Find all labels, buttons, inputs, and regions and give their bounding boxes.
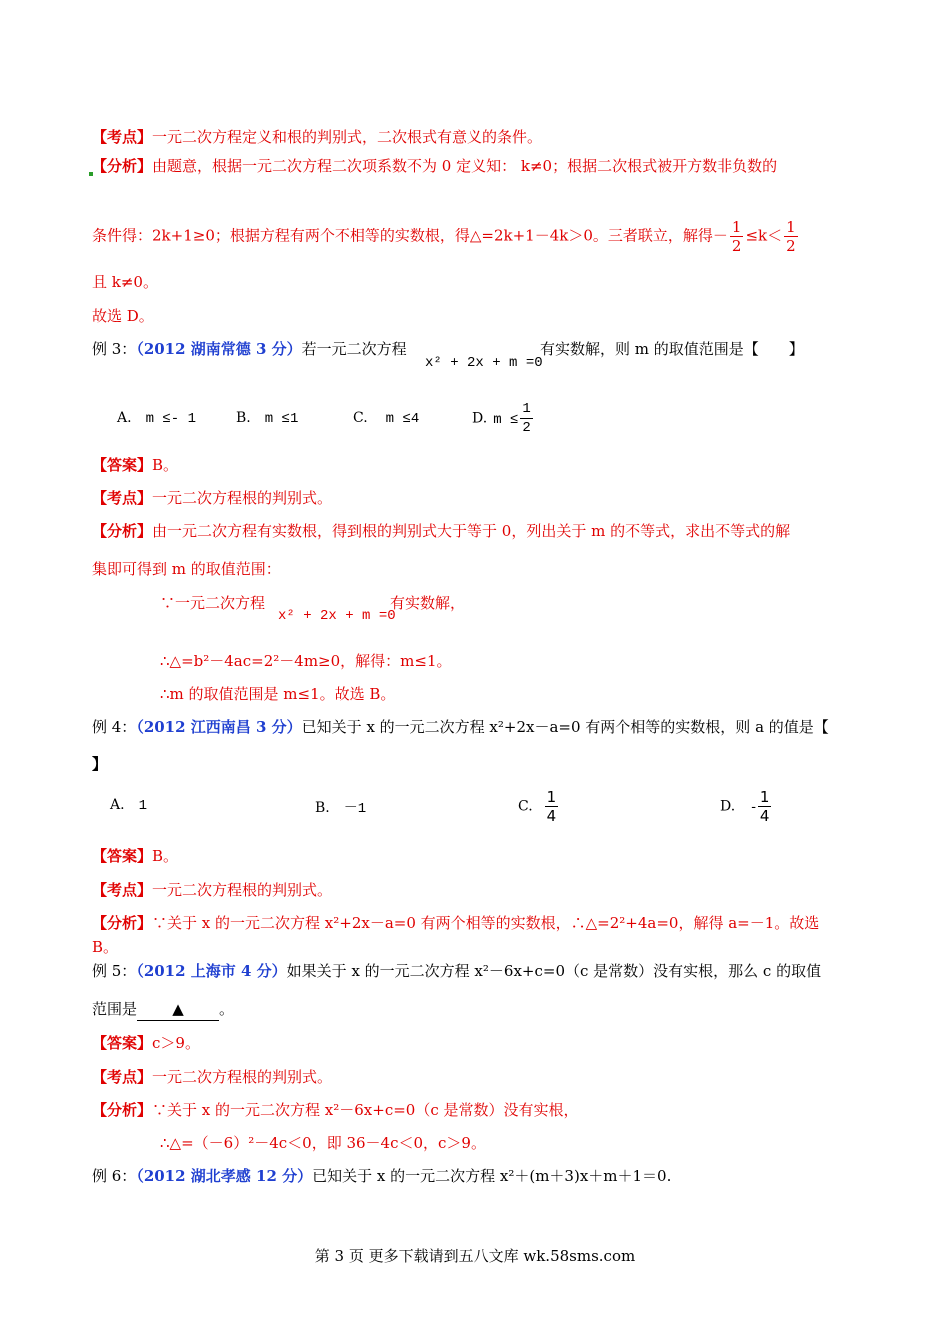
- ex5-line2: 范围是 ▲ 。: [92, 998, 860, 1021]
- ex3-pre: 若一元二次方程: [301, 340, 407, 358]
- ex4-option-d: D. - $\frac{1}{4}$: [720, 788, 770, 825]
- ex5-kaodian: 一元二次方程根的判别式。: [152, 1068, 333, 1086]
- block1-kaodian-line: [92, 126, 860, 148]
- ex5-answer: c＞9。: [152, 1034, 200, 1052]
- ex5-fenxi2: ∴△=（－6）²－4c＜0，即 36－4c＜0，c＞9。: [160, 1134, 486, 1152]
- ex4-d-fraction: $\frac{1}{4}$: [759, 788, 770, 825]
- ex4-question: [92, 716, 860, 738]
- ex5-text: 如果关于 x 的一元二次方程 x²－6x+c=0（c 是常数）没有实根，那么 c 的取值: [286, 962, 822, 980]
- inequality-k: ≤k＜: [745, 226, 783, 245]
- kaodian-tag: 【考点】: [92, 128, 153, 146]
- ex3-fenxi-line: 【分析】由一元二次方程有实数根，得到根的判别式大于等于 0，列出关于 m 的不等式，求出不等式的解: [92, 522, 791, 540]
- ex3-equation: x² + 2x + m =0: [425, 355, 543, 371]
- ex4-fenxi-line: 【分析】∵关于 x 的一元二次方程 x²+2x－a=0 有两个相等的实数根，∴△=2²+4a=0，解得 a=－1。故选: [92, 914, 820, 932]
- ex4-kaodian: 一元二次方程根的判别式。: [152, 881, 333, 899]
- ex5-blank: ▲: [137, 998, 219, 1021]
- ex4-bracket-close: 】: [92, 755, 108, 773]
- ex3-answer: B。: [152, 456, 179, 474]
- ex5-label: 例 5：: [92, 962, 137, 980]
- fraction-half-2: $\frac{1}{2}$: [786, 218, 796, 255]
- ex4-fenxi1: ∵关于 x 的一元二次方程 x²+2x－a=0 有两个相等的实数根，∴△=2²+4a=0，解得 a=－1。故选: [152, 914, 820, 932]
- ex4-fenxi2: B。: [92, 938, 119, 956]
- ex3-fenxi2: 集即可得到 m 的取值范围：: [92, 560, 281, 578]
- ex3-label: 例 3：: [92, 340, 137, 358]
- ex4-option-b: B. －1: [315, 800, 367, 817]
- ex4-option-c: C. $\frac{1}{4}$: [518, 788, 557, 825]
- ex4-kaodian-line: 【考点】一元二次方程根的判别式。: [92, 881, 333, 899]
- ex3-therefore1: ∴△=b²－4ac=2²－4m≥0，解得：m≤1。: [160, 652, 452, 670]
- ex3-option-a: A. m ≤- 1: [117, 410, 196, 427]
- ex6-question: [92, 1165, 860, 1187]
- ex6-source: （2012 湖北孝感 12 分）: [136, 1167, 313, 1185]
- ex6-text: 已知关于 x 的一元二次方程 x²＋(m＋3)x＋m＋1＝0.: [312, 1167, 672, 1185]
- ex3-post: 有实数解，则 m 的取值范围是【 】: [540, 340, 804, 358]
- ex4-source: （2012 江西南昌 3 分）: [136, 718, 302, 736]
- ex4-answer-line: 【答案】B。: [92, 847, 179, 865]
- ex5-source: （2012 上海市 4 分）: [136, 962, 287, 980]
- block1-line2-text: 条件得：2k+1≥0；根据方程有两个不相等的实数根，得△=2k+1－4k＞0。三者联立，解得－: [92, 226, 728, 245]
- block1-line2: [92, 218, 860, 255]
- ex3-fenxi1: 由一元二次方程有实数根，得到根的判别式大于等于 0，列出关于 m 的不等式，求出不等式的解: [152, 522, 791, 540]
- ex4-label: 例 4：: [92, 718, 137, 736]
- ex5-question: [92, 960, 860, 982]
- block1-fenxi-line: [92, 155, 860, 177]
- ex3-option-d: D. m ≤ $\frac{1}{2}$: [472, 401, 531, 436]
- fenxi-tag: 【分析】: [92, 157, 153, 175]
- page-footer: 第 3 页 更多下载请到五八文库 wk.58sms.com: [314, 1247, 636, 1265]
- ex5-answer-line: 【答案】c＞9。: [92, 1034, 200, 1052]
- ex3-because-equation: x² + 2x + m =0: [278, 608, 396, 624]
- ex5-fenxi-line: 【分析】∵关于 x 的一元二次方程 x²－6x+c=0（c 是常数）没有实根，: [92, 1101, 579, 1119]
- ex6-label: 例 6：: [92, 1167, 137, 1185]
- block1-fenxi-text: 由题意，根据一元二次方程二次项系数不为 0 定义知： k≠0；根据二次根式被开方数非负数的: [152, 157, 778, 175]
- fraction-half-1: $\frac{1}{2}$: [731, 218, 742, 255]
- ex5-fenxi1: ∵关于 x 的一元二次方程 x²－6x+c=0（c 是常数）没有实根，: [152, 1101, 579, 1119]
- ex3-kaodian: 一元二次方程根的判别式。: [152, 489, 333, 507]
- ex3-because: ∵一元二次方程: [160, 594, 266, 612]
- ex4-answer: B。: [152, 847, 179, 865]
- ex3-option-c: C. m ≤4: [353, 410, 420, 427]
- ex4-c-fraction: $\frac{1}{4}$: [546, 788, 557, 825]
- ex3-answer-line: 【答案】B。: [92, 456, 179, 474]
- ex4-text: 已知关于 x 的一元二次方程 x²+2x－a=0 有两个相等的实数根，则 a 的值是【: [301, 718, 829, 736]
- ex3-kaodian-line: 【考点】一元二次方程根的判别式。: [92, 489, 333, 507]
- ex3-because-post: 有实数解，: [390, 594, 466, 612]
- block1-kaodian-text: 一元二次方程定义和根的判别式，二次根式有意义的条件。: [152, 128, 543, 146]
- ex4-option-a: A. 1: [110, 797, 147, 814]
- ex3-d-fraction: $\frac{1}{2}$: [522, 401, 531, 436]
- ex3-source: （2012 湖南常德 3 分）: [136, 340, 302, 358]
- ex5-kaodian-line: 【考点】一元二次方程根的判别式。: [92, 1068, 333, 1086]
- block1-line4: 故选 D。: [92, 307, 154, 325]
- block1-line3: 且 k≠0。: [92, 273, 158, 291]
- ex3-option-b: B. m ≤1: [236, 410, 299, 427]
- ex3-therefore2: ∴m 的取值范围是 m≤1。故选 B。: [160, 685, 396, 703]
